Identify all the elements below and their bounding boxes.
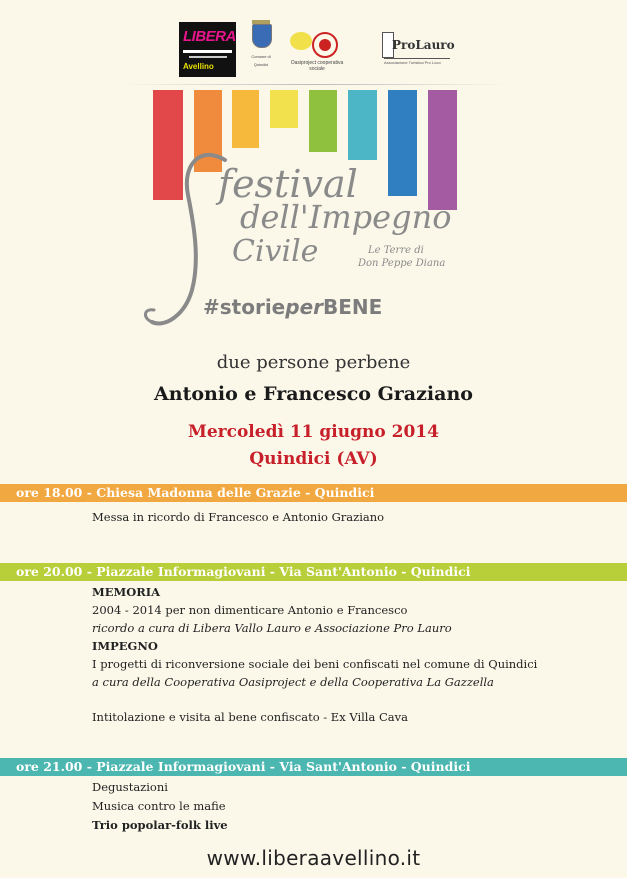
color-bar-cyan bbox=[348, 90, 377, 160]
terre-line2: Don Peppe Diana bbox=[358, 258, 446, 269]
schedule-header-1800: ore 18.00 - Chiesa Madonna delle Grazie - Quindici bbox=[0, 484, 627, 502]
impegno-title: IMPEGNO bbox=[92, 639, 158, 653]
color-bar-purple bbox=[428, 90, 457, 210]
event-place: Quindici (AV) bbox=[249, 449, 378, 469]
schedule-header-2000: ore 20.00 - Piazzale Informagiovani - Via Sant'Antonio - Quindici bbox=[0, 563, 627, 581]
schedule-text: Degustazioni bbox=[92, 780, 168, 794]
color-bar-yellow bbox=[270, 90, 298, 128]
impegno-word: dell'Impegno bbox=[240, 198, 452, 236]
honorees-names: Antonio e Francesco Graziano bbox=[154, 383, 473, 405]
libera-logo-name: LIBERA bbox=[183, 28, 236, 45]
divider bbox=[120, 84, 510, 85]
prolauro-logo bbox=[380, 32, 454, 70]
comune-quindici-logo bbox=[247, 22, 275, 74]
schedule-text: Messa in ricordo di Francesco e Antonio Graziano bbox=[92, 510, 385, 524]
comune-line1: Comune di bbox=[251, 54, 271, 59]
website-link[interactable]: www.liberaavellino.it bbox=[206, 846, 421, 870]
schedule-header-2100: ore 21.00 - Piazzale Informagiovani - Via Sant'Antonio - Quindici bbox=[0, 758, 627, 776]
impegno-credit: a cura della Cooperativa Oasiproject e della Cooperativa La Gazzella bbox=[92, 675, 494, 689]
memoria-text: 2004 - 2014 per non dimenticare Antonio e Francesco bbox=[92, 603, 408, 617]
civile-word: Civile bbox=[232, 234, 319, 269]
coat-of-arms-icon bbox=[252, 24, 272, 48]
memoria-credit: ricordo a cura di Libera Vallo Lauro e Associazione Pro Lauro bbox=[92, 621, 452, 635]
oasiproject-name: Oasiproject cooperativa sociale bbox=[290, 60, 344, 72]
hashtag: #storieperBENE bbox=[203, 295, 383, 319]
snail-icon bbox=[290, 32, 312, 50]
color-bar-blue bbox=[388, 90, 417, 196]
sponsor-logos bbox=[0, 22, 627, 82]
prolauro-sub: Associazione Turistica Pro Loco bbox=[384, 60, 441, 65]
oasiproject-logo bbox=[286, 24, 348, 76]
memoria-title: MEMORIA bbox=[92, 585, 161, 599]
impegno-text: I progetti di riconversione sociale dei beni confiscati nel comune di Quindici bbox=[92, 657, 538, 671]
libera-logo-city: Avellino bbox=[183, 62, 214, 71]
color-bar-gold bbox=[232, 90, 259, 148]
terre-line1: Le Terre di bbox=[368, 245, 424, 256]
comune-line2: Quindici bbox=[253, 62, 269, 67]
schedule-highlight: Trio popolar-folk live bbox=[92, 818, 228, 832]
festival-word: festival bbox=[218, 162, 358, 206]
schedule-text: Musica contro le mafie bbox=[92, 799, 226, 813]
color-bar-green bbox=[309, 90, 337, 152]
prolauro-name: ProLauro bbox=[392, 38, 455, 52]
subtitle: due persone perbene bbox=[216, 352, 411, 373]
intitolazione-text: Intitolazione e visita al bene confiscato - Ex Villa Cava bbox=[92, 710, 409, 724]
event-date: Mercoledì 11 giugno 2014 bbox=[188, 422, 439, 442]
libera-logo bbox=[179, 22, 236, 77]
